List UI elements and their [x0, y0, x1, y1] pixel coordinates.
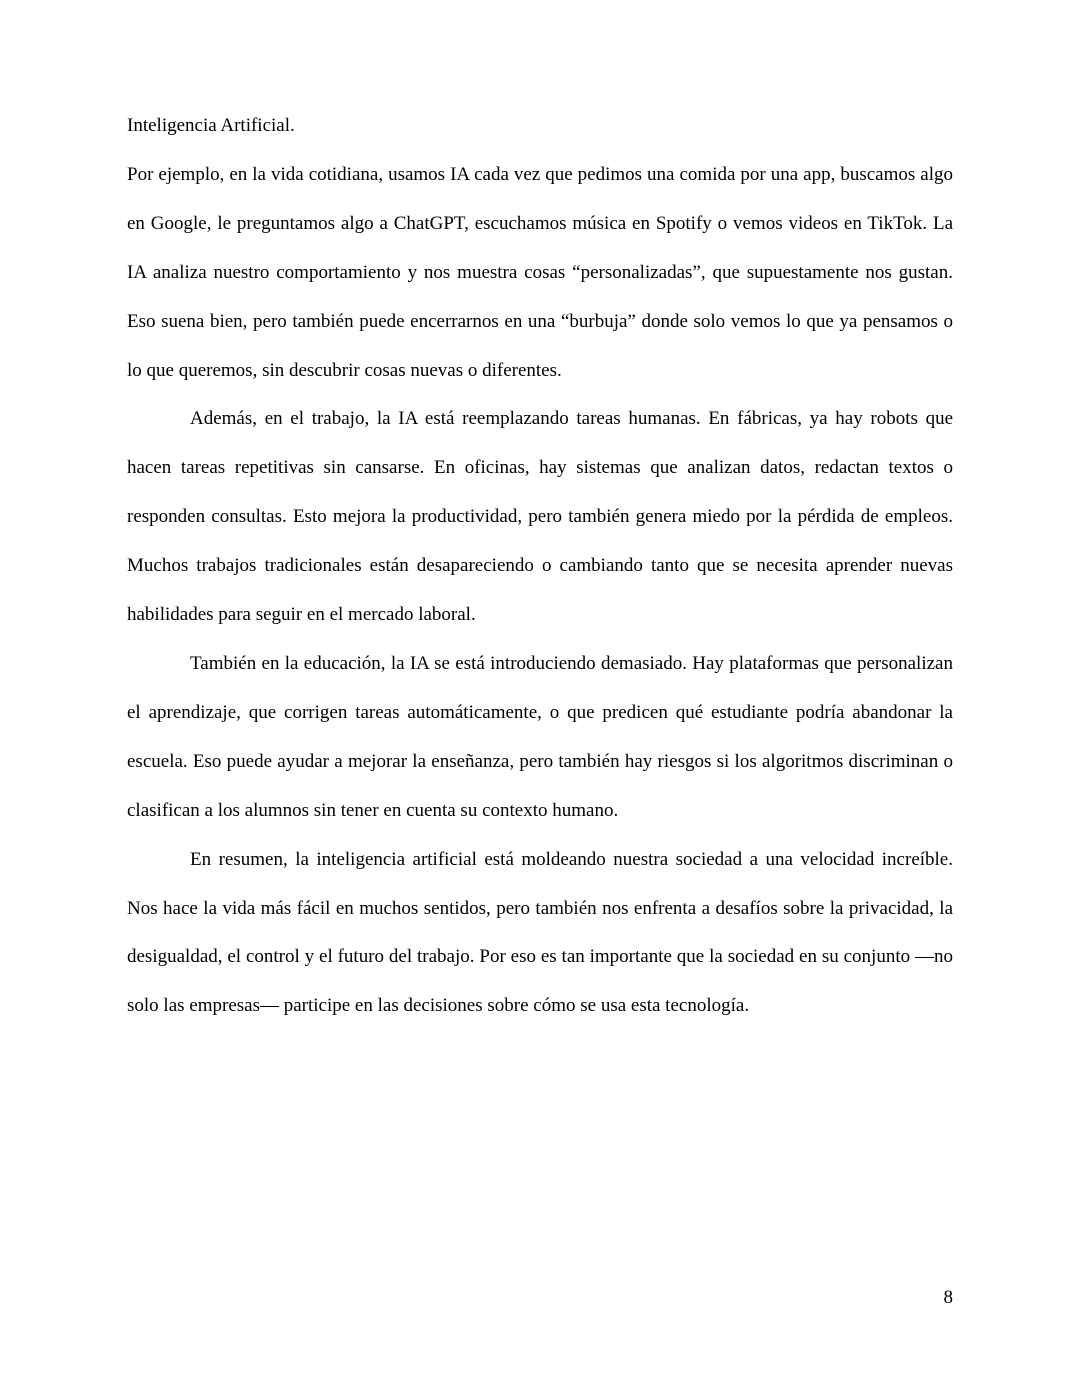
paragraph-work: Además, en el trabajo, la IA está reemplazando tareas humanas. En fábricas, ya hay robots que hacen tareas repetitivas sin cansarse. En oficinas, hay sistemas que analizan datos, redactan textos o responden consultas. Esto mejora la productividad, pero también genera miedo por la pérdida de empleos. Muchos trabajos tradicionales están desapareciendo o cambiando tanto que se necesita aprender nuevas habilidades para seguir en el mercado laboral.: [127, 408, 953, 626]
paragraph-daily-life: Por ejemplo, en la vida cotidiana, usamos IA cada vez que pedimos una comida por una app, buscamos algo en Google, le preguntamos algo a ChatGPT, escuchamos música en Spotify o vemos videos en TikTok. La IA analiza nuestro comportamiento y nos muestra cosas “personalizadas”, que supuestamente nos gustan. Eso suena bien, pero también puede encerrarnos en una “burbuja” donde solo vemos lo que ya pensamos o lo que queremos, sin descubrir cosas nuevas o diferentes.: [127, 163, 953, 381]
paragraph-continuation: Inteligencia Artificial.: [127, 115, 295, 136]
document-body: [127, 102, 953, 1031]
paragraph-summary: En resumen, la inteligencia artificial está moldeando nuestra sociedad a una velocidad increíble. Nos hace la vida más fácil en muchos sentidos, pero también nos enfrenta a desafíos sobre la privacidad, la desigualdad, el control y el futuro del trabajo. Por eso es tan importante que la sociedad en su conjunto —no solo las empresas— participe en las decisiones sobre cómo se usa esta tecnología.: [127, 848, 953, 1017]
paragraph-education: También en la educación, la IA se está introduciendo demasiado. Hay plataformas que personalizan el aprendizaje, que corrigen tareas automáticamente, o que predicen qué estudiante podría abandonar la escuela. Eso puede ayudar a mejorar la enseñanza, pero también hay riesgos si los algoritmos discriminan o clasifican a los alumnos sin tener en cuenta su contexto humano.: [127, 652, 953, 821]
page-number: 8: [943, 1287, 953, 1308]
